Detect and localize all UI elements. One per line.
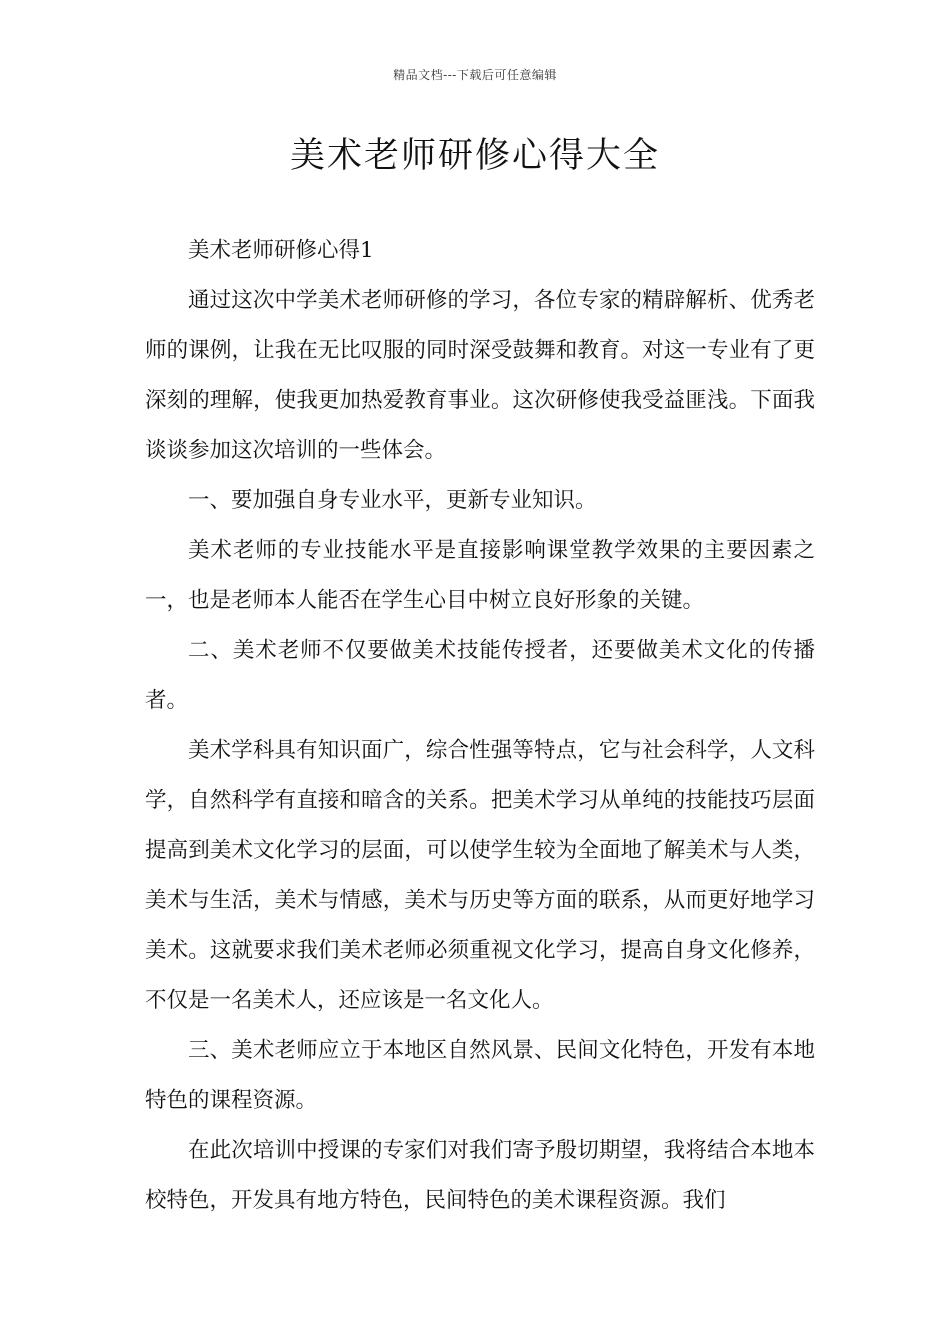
point-heading: 一、要加强自身专业水平，更新专业知识。	[188, 488, 597, 513]
paragraph: 通过这次中学美术老师研修的学习，各位专家的精辟解析、优秀老师的课例，让我在无比叹服的同时深受鼓舞和教育。对这一专业有了更深刻的理解，使我更加热爱教育事业。这次研修使我受益匪浅。下面我谈谈参加这次培训的一些体会。	[145, 288, 815, 463]
document-body	[145, 226, 815, 1226]
document-title: 美术老师研修心得大全	[289, 136, 660, 176]
paragraph: 美术老师的专业技能水平是直接影响课堂教学效果的主要因素之一，也是老师本人能否在学生心目中树立良好形象的关键。	[145, 538, 815, 613]
paragraph: 在此次培训中授课的专家们对我们寄予殷切期望，我将结合本地本校特色，开发具有地方特色，民间特色的美术课程资源。我们	[145, 1138, 815, 1213]
point-heading: 三、美术老师应立于本地区自然风景、民间文化特色，开发有本地特色的课程资源。	[145, 1038, 815, 1113]
header-note: 精品文档---下载后可任意编辑	[393, 68, 557, 82]
section-heading: 美术老师研修心得1	[188, 238, 374, 263]
point-heading: 二、美术老师不仅要做美术技能传授者，还要做美术文化的传播者。	[145, 638, 815, 713]
paragraph: 美术学科具有知识面广，综合性强等特点，它与社会科学，人文科学，自然科学有直接和暗含的关系。把美术学习从单纯的技能技巧层面提高到美术文化学习的层面，可以使学生较为全面地了解美术与人类，美术与生活，美术与情感，美术与历史等方面的联系，从而更好地学习美术。这就要求我们美术老师必须重视文化学习，提高自身文化修养，不仅是一名美术人，还应该是一名文化人。	[145, 738, 815, 1013]
